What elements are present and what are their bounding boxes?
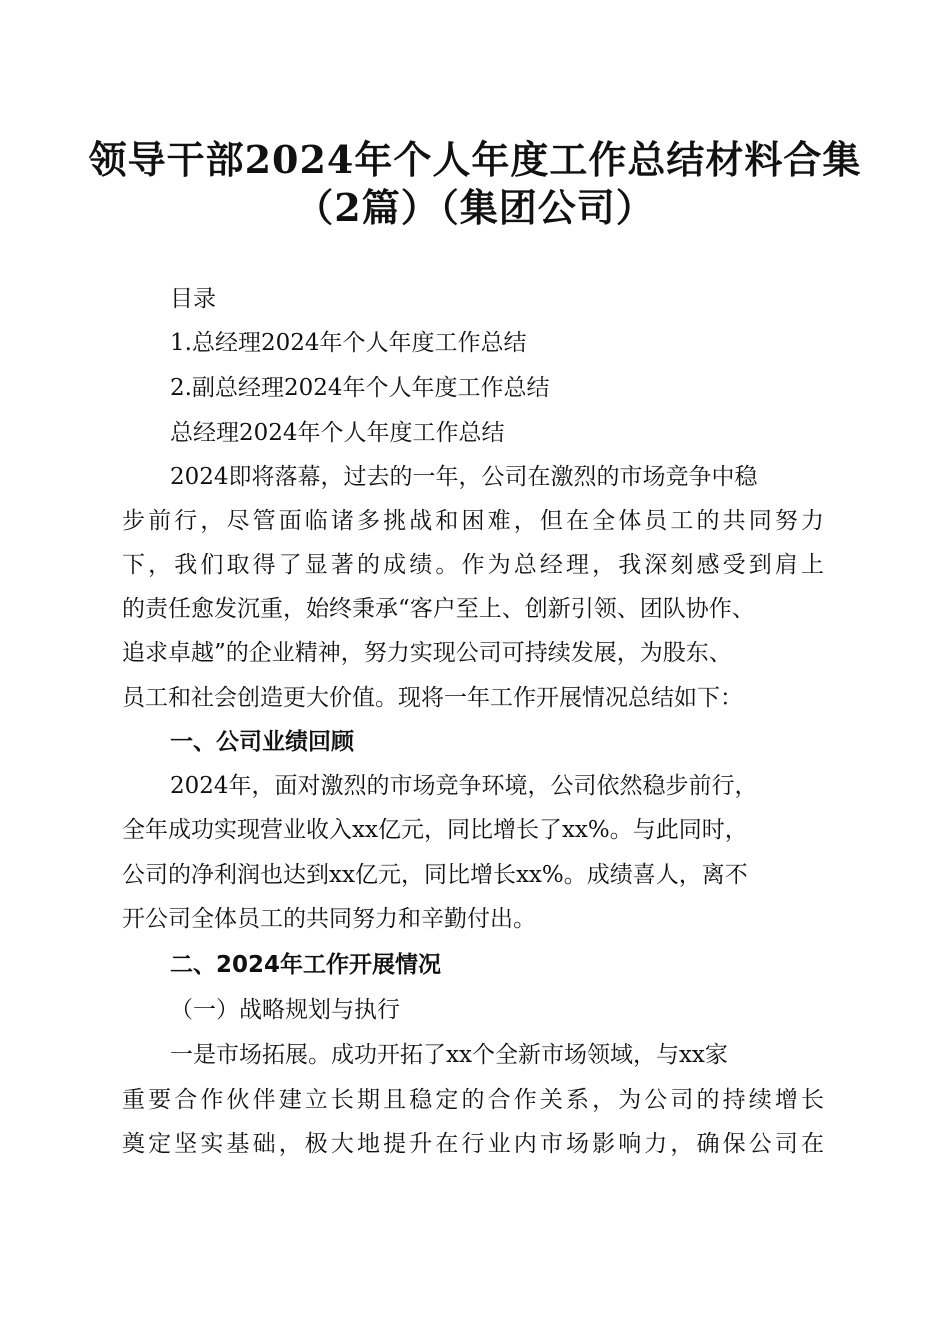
article-title: 总经理2024年个人年度工作总结 (170, 420, 505, 446)
paragraph-line: 步前行，尽管面临诸多挑战和困难，但在全体员工的共同努力 (122, 508, 824, 534)
subsection-heading: （一）战略规划与执行 (170, 997, 400, 1023)
paragraph-line: 员工和社会创造更大价值。现将一年工作开展情况总结如下： (122, 685, 743, 711)
toc-item: 1.总经理2024年个人年度工作总结 (170, 330, 527, 356)
paragraph-line: 开公司全体员工的共同努力和辛勤付出。 (122, 906, 536, 932)
toc-heading: 目录 (170, 286, 216, 312)
paragraph-line: 2024即将落幕，过去的一年，公司在激烈的市场竞争中稳 (170, 464, 758, 490)
paragraph-line: 全年成功实现营业收入xx亿元，同比增长了xx%。与此同时， (122, 817, 748, 843)
paragraph-text: 成功开拓了xx个全新市场领域，与xx家 (331, 1042, 728, 1068)
paragraph-line: 下，我们取得了显著的成绩。作为总经理，我深刻感受到肩上 (122, 552, 824, 578)
section-heading: 二、2024年工作开展情况 (170, 952, 442, 978)
paragraph-line: 的责任愈发沉重，始终秉承“客户至上、创新引领、团队协作、 (122, 596, 755, 622)
section-heading: 一、公司业绩回顾 (170, 729, 354, 755)
paragraph-line: 2024年，面对激烈的市场竞争环境，公司依然稳步前行， (170, 773, 758, 799)
document-title-line-1: 领导干部2024年个人年度工作总结材料合集 (88, 137, 862, 182)
document-title-line-2: （2篇）（集团公司） (295, 185, 655, 230)
paragraph-line: 重要合作伙伴建立长期且稳定的合作关系，为公司的持续增长 (122, 1087, 824, 1113)
paragraph-line (170, 1040, 822, 1070)
paragraph-lead: 一是市场拓展。 (170, 1042, 331, 1068)
paragraph-line: 公司的净利润也达到xx亿元，同比增长xx%。成绩喜人，离不 (122, 862, 748, 888)
paragraph-line: 奠定坚实基础，极大地提升在行业内市场影响力，确保公司在 (122, 1131, 824, 1157)
toc-item: 2.副总经理2024年个人年度工作总结 (170, 375, 550, 401)
paragraph-line: 追求卓越”的企业精神，努力实现公司可持续发展，为股东、 (122, 640, 732, 666)
